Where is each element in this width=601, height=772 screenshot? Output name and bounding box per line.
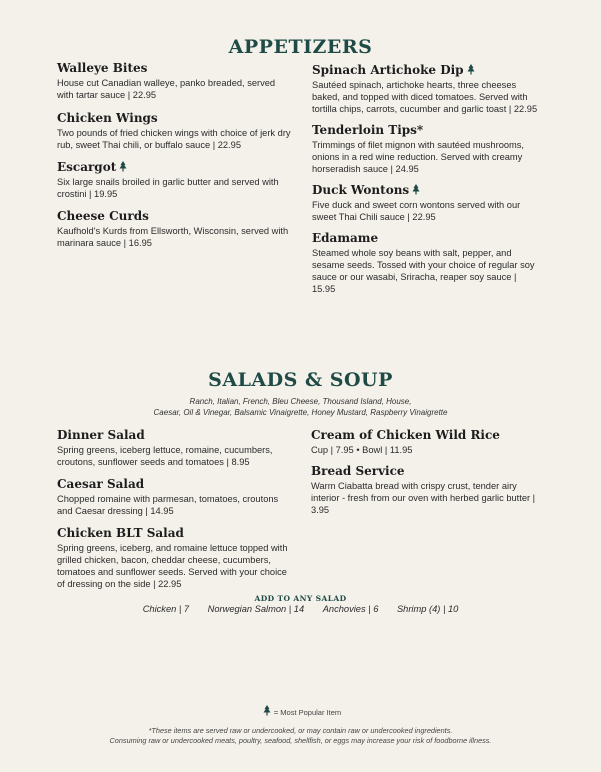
pine-tree-icon [412, 184, 420, 195]
item-name: Chicken Wings [57, 111, 158, 125]
item-description: Chopped romaine with parmesan, tomatoes, croutons and Caesar dressing | 14.95 [57, 494, 279, 516]
menu-item-bread-service [311, 464, 543, 516]
salads-right-column [311, 428, 543, 526]
item-name: Duck Wontons [312, 183, 410, 197]
menu-item-duck-wontons [312, 183, 542, 223]
menu-item-chicken-blt-salad [57, 526, 293, 590]
item-description: Warm Ciabatta bread with crispy crust, tender airy interior - fresh from our oven with herbed garlic butter | 3.95 [311, 481, 536, 515]
pine-tree-icon [263, 705, 271, 716]
appetizers-left-column [57, 61, 293, 259]
item-description: House cut Canadian walleye, panko breaded, served with tartar sauce | 22.95 [57, 78, 276, 100]
item-name: Edamame [312, 231, 379, 245]
menu-item-cream-of-chicken-wild-rice [311, 428, 543, 456]
item-name: Dinner Salad [57, 428, 145, 442]
item-description: Two pounds of fried chicken wings with choice of jerk dry rub, sweet Thai chili, or buffalo sauce | 22.95 [57, 128, 291, 150]
appetizers-right-column [312, 63, 542, 305]
addon-anchovies: Anchovies | 6 [322, 604, 379, 614]
menu-item-tenderloin-tips [312, 123, 542, 175]
menu-item-caesar-salad [57, 477, 293, 517]
menu-item-walleye-bites [57, 61, 293, 101]
dressing-line: Ranch, Italian, French, Bleu Cheese, Thousand Island, House, [189, 397, 412, 406]
disclaimer-line: *These items are served raw or undercooked, or may contain raw or undercooked ingredients. [148, 726, 453, 735]
item-name: Spinach Artichoke Dip [312, 63, 464, 77]
addon-shrimp: Shrimp (4) | 10 [396, 604, 459, 614]
addon-chicken: Chicken | 7 [142, 604, 190, 614]
item-name: Escargot [57, 160, 117, 174]
item-name: Chicken BLT Salad [57, 526, 184, 540]
item-name: Cheese Curds [57, 209, 149, 223]
item-name: Caesar Salad [57, 477, 145, 491]
item-description: Steamed whole soy beans with salt, pepper, and sesame seeds. Tossed with your choice of regular soy sauce or our wasabi, Sriracha, reaper soy sauce | 15.95 [312, 248, 535, 294]
raw-food-disclaimer [0, 726, 601, 746]
pine-tree-icon [467, 64, 475, 75]
item-description: Kaufhold's Kurds from Ellsworth, Wisconsin, served with marinara sauce | 16.95 [57, 226, 289, 248]
item-name: Bread Service [311, 464, 405, 478]
menu-item-cheese-curds [57, 209, 293, 249]
menu-item-spinach-artichoke-dip [312, 63, 542, 115]
item-name: Tenderloin Tips* [312, 123, 424, 137]
dressing-line: Caesar, Oil & Vinegar, Balsamic Vinaigrette, Honey Mustard, Raspberry Vinaigrette [153, 408, 448, 417]
menu-item-chicken-wings [57, 111, 293, 151]
dressing-options [0, 396, 601, 418]
item-description: Spring greens, iceberg lettuce, romaine, cucumbers, croutons, sunflower seeds and tomatoes | 8.95 [57, 445, 273, 467]
item-description: Sautéed spinach, artichoke hearts, three cheeses baked, and topped with diced tomatoes. Served with tortilla chips, carrots, cucumber and garlic toast | 22.95 [312, 80, 538, 114]
menu-item-edamame [312, 231, 542, 295]
appetizers-title: APPETIZERS [228, 36, 373, 58]
item-description: Spring greens, iceberg, and romaine lettuce topped with grilled chicken, bacon, cheddar cheese, cucumbers, tomatoes and sunflower seeds. Served with your choice of dressing on the side | 22.95 [57, 543, 288, 589]
addon-norwegian-salmon: Norwegian Salmon | 14 [207, 604, 305, 614]
salads-soup-title: SALADS & SOUP [208, 369, 393, 391]
salads-left-column [57, 428, 293, 600]
menu-item-escargot [57, 160, 293, 200]
item-name: Walleye Bites [57, 61, 148, 75]
menu-item-dinner-salad [57, 428, 293, 468]
add-to-salad-title: ADD TO ANY SALAD [254, 594, 347, 603]
disclaimer-line: Consuming raw or undercooked meats, poultry, seafood, shellfish, or eggs may increase your risk of foodborne illness. [109, 736, 492, 745]
salad-addons [0, 604, 601, 614]
popular-item-legend [0, 705, 601, 717]
item-name: Cream of Chicken Wild Rice [311, 428, 500, 442]
item-description: Cup | 7.95 • Bowl | 11.95 [311, 445, 413, 455]
pine-tree-icon [119, 161, 127, 172]
item-description: Trimmings of filet mignon with sautéed mushrooms, onions in a red wine reduction. Served with creamy horseradish sauce | 24.95 [312, 140, 525, 174]
item-description: Five duck and sweet corn wontons served with our sweet Thai Chili sauce | 22.95 [312, 200, 521, 222]
item-description: Six large snails broiled in garlic butter and served with crostini | 19.95 [57, 177, 279, 199]
legend-text: = Most Popular Item [273, 708, 342, 717]
